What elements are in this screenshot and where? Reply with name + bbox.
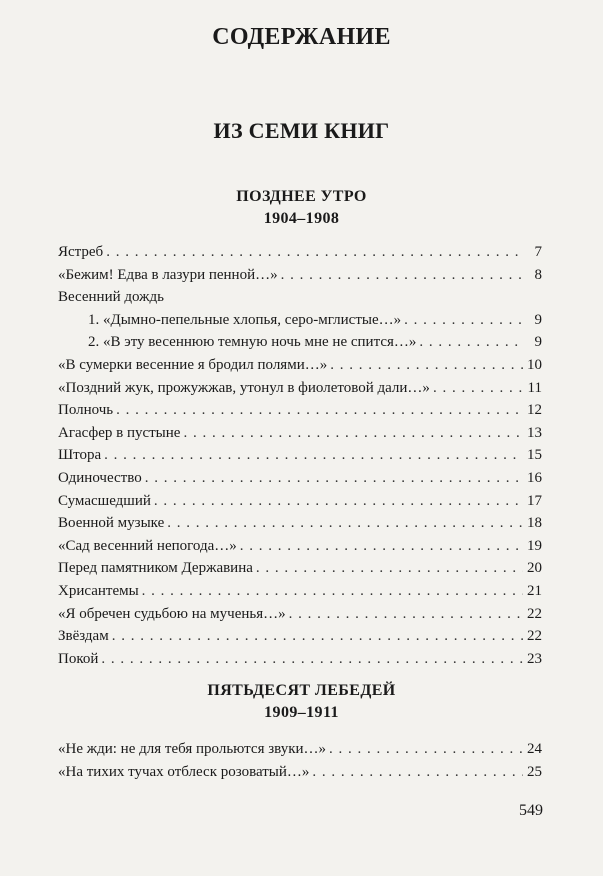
section-title: ПЯТЬДЕСЯТ ЛЕБЕДЕЙ [207, 682, 396, 699]
entry-title: «Не жди: не для тебя прольются звуки…» [58, 741, 327, 757]
entry-page: 24 [527, 741, 542, 757]
dot-leader [433, 377, 523, 400]
entry-title: Одиночество [58, 469, 142, 486]
entry-page: 10 [527, 356, 542, 373]
toc-entry [58, 738, 542, 761]
entry-title: 1. «Дымно-пепельные хлопья, серо-мглистые…» [88, 311, 402, 328]
toc-list [58, 738, 542, 783]
toc-entry [58, 467, 542, 490]
toc-list [58, 241, 542, 670]
entry-page: 22 [527, 628, 542, 645]
entry-title: Полночь [58, 402, 114, 419]
entry-title: Звёздам [58, 628, 109, 645]
entry-page: 23 [527, 650, 542, 667]
toc-entry [58, 557, 542, 580]
toc-entry [58, 422, 542, 445]
toc-entry [58, 377, 542, 400]
entry-title: Сумасшедший [58, 492, 151, 509]
toc-entry [58, 512, 542, 535]
page-title: СОДЕРЖАНИЕ [212, 24, 391, 50]
dot-leader [116, 399, 523, 422]
toc-entry [58, 286, 542, 309]
dot-leader [419, 331, 523, 354]
entry-title: Военной музыке [58, 515, 165, 532]
entry-page: 16 [527, 469, 542, 486]
section-heading [0, 680, 603, 724]
dot-leader [104, 444, 523, 467]
entry-title: 2. «В эту весеннюю темную ночь мне не спится…» [88, 334, 417, 351]
section-years: 1904–1908 [263, 210, 340, 227]
dot-leader [142, 580, 523, 603]
toc-entry [58, 241, 542, 264]
toc-entry [58, 580, 542, 603]
section-years: 1909–1911 [264, 704, 339, 721]
dot-leader [112, 625, 523, 648]
toc-entry [58, 309, 542, 332]
entry-page: 21 [527, 582, 542, 599]
entry-page: 8 [534, 266, 542, 283]
dot-leader [101, 648, 523, 671]
dot-leader [256, 557, 523, 580]
entry-title: Весенний дождь [58, 289, 164, 306]
entry-page: 20 [527, 560, 542, 577]
entry-page: 7 [534, 244, 542, 260]
entry-page: 19 [527, 537, 542, 554]
entry-page: 12 [527, 402, 542, 419]
toc-entry [58, 354, 542, 377]
book-title: ИЗ СЕМИ КНИГ [213, 118, 390, 143]
dot-leader [145, 467, 523, 490]
entry-title: «Бежим! Едва в лазури пенной…» [58, 266, 278, 283]
toc-entry [58, 264, 542, 287]
toc-entry [58, 490, 542, 513]
dot-leader [289, 603, 523, 626]
section-heading [0, 186, 603, 230]
toc-entry [58, 399, 542, 422]
entry-title: «Я обречен судьбою на мученья…» [58, 605, 286, 622]
toc-entry [58, 761, 542, 784]
entry-page: 18 [527, 515, 542, 532]
entry-page: 22 [527, 605, 542, 622]
dot-leader [281, 264, 523, 287]
entry-page: 13 [527, 424, 542, 441]
dot-leader [312, 761, 523, 784]
toc-entry [58, 603, 542, 626]
section-title: ПОЗДНЕЕ УТРО [236, 188, 367, 205]
entry-title: Покой [58, 650, 99, 667]
entry-page: 17 [527, 492, 542, 509]
toc-entry [58, 535, 542, 558]
entry-title: Ястреб [58, 244, 104, 260]
entry-title: Штора [58, 447, 102, 464]
toc-entry [58, 444, 542, 467]
entry-title: «На тихих тучах отблеск розоватый…» [58, 763, 310, 780]
dot-leader [183, 422, 523, 445]
entry-page: 11 [527, 379, 542, 396]
dot-leader [330, 354, 523, 377]
entry-title: «В сумерки весенние я бродил полями…» [58, 356, 328, 373]
entry-page: 9 [534, 311, 542, 328]
page-number: 549 [519, 802, 543, 819]
dot-leader [167, 512, 523, 535]
entry-title: Перед памятником Державина [58, 560, 253, 577]
dot-leader [240, 535, 523, 558]
entry-page: 25 [527, 763, 542, 780]
dot-leader [329, 738, 523, 761]
toc-entry [58, 331, 542, 354]
dot-leader [404, 309, 523, 332]
entry-title: «Сад весенний непогода…» [58, 537, 237, 554]
entry-title: Агасфер в пустыне [58, 424, 181, 441]
dot-leader [154, 490, 523, 513]
entry-page: 9 [534, 334, 542, 351]
dot-leader [106, 241, 523, 264]
toc-entry [58, 648, 542, 671]
toc-entry [58, 625, 542, 648]
entry-page: 15 [527, 447, 542, 464]
entry-title: Хрисантемы [58, 582, 139, 599]
entry-title: «Поздний жук, прожужжав, утонул в фиолетовой дали…» [58, 379, 430, 396]
